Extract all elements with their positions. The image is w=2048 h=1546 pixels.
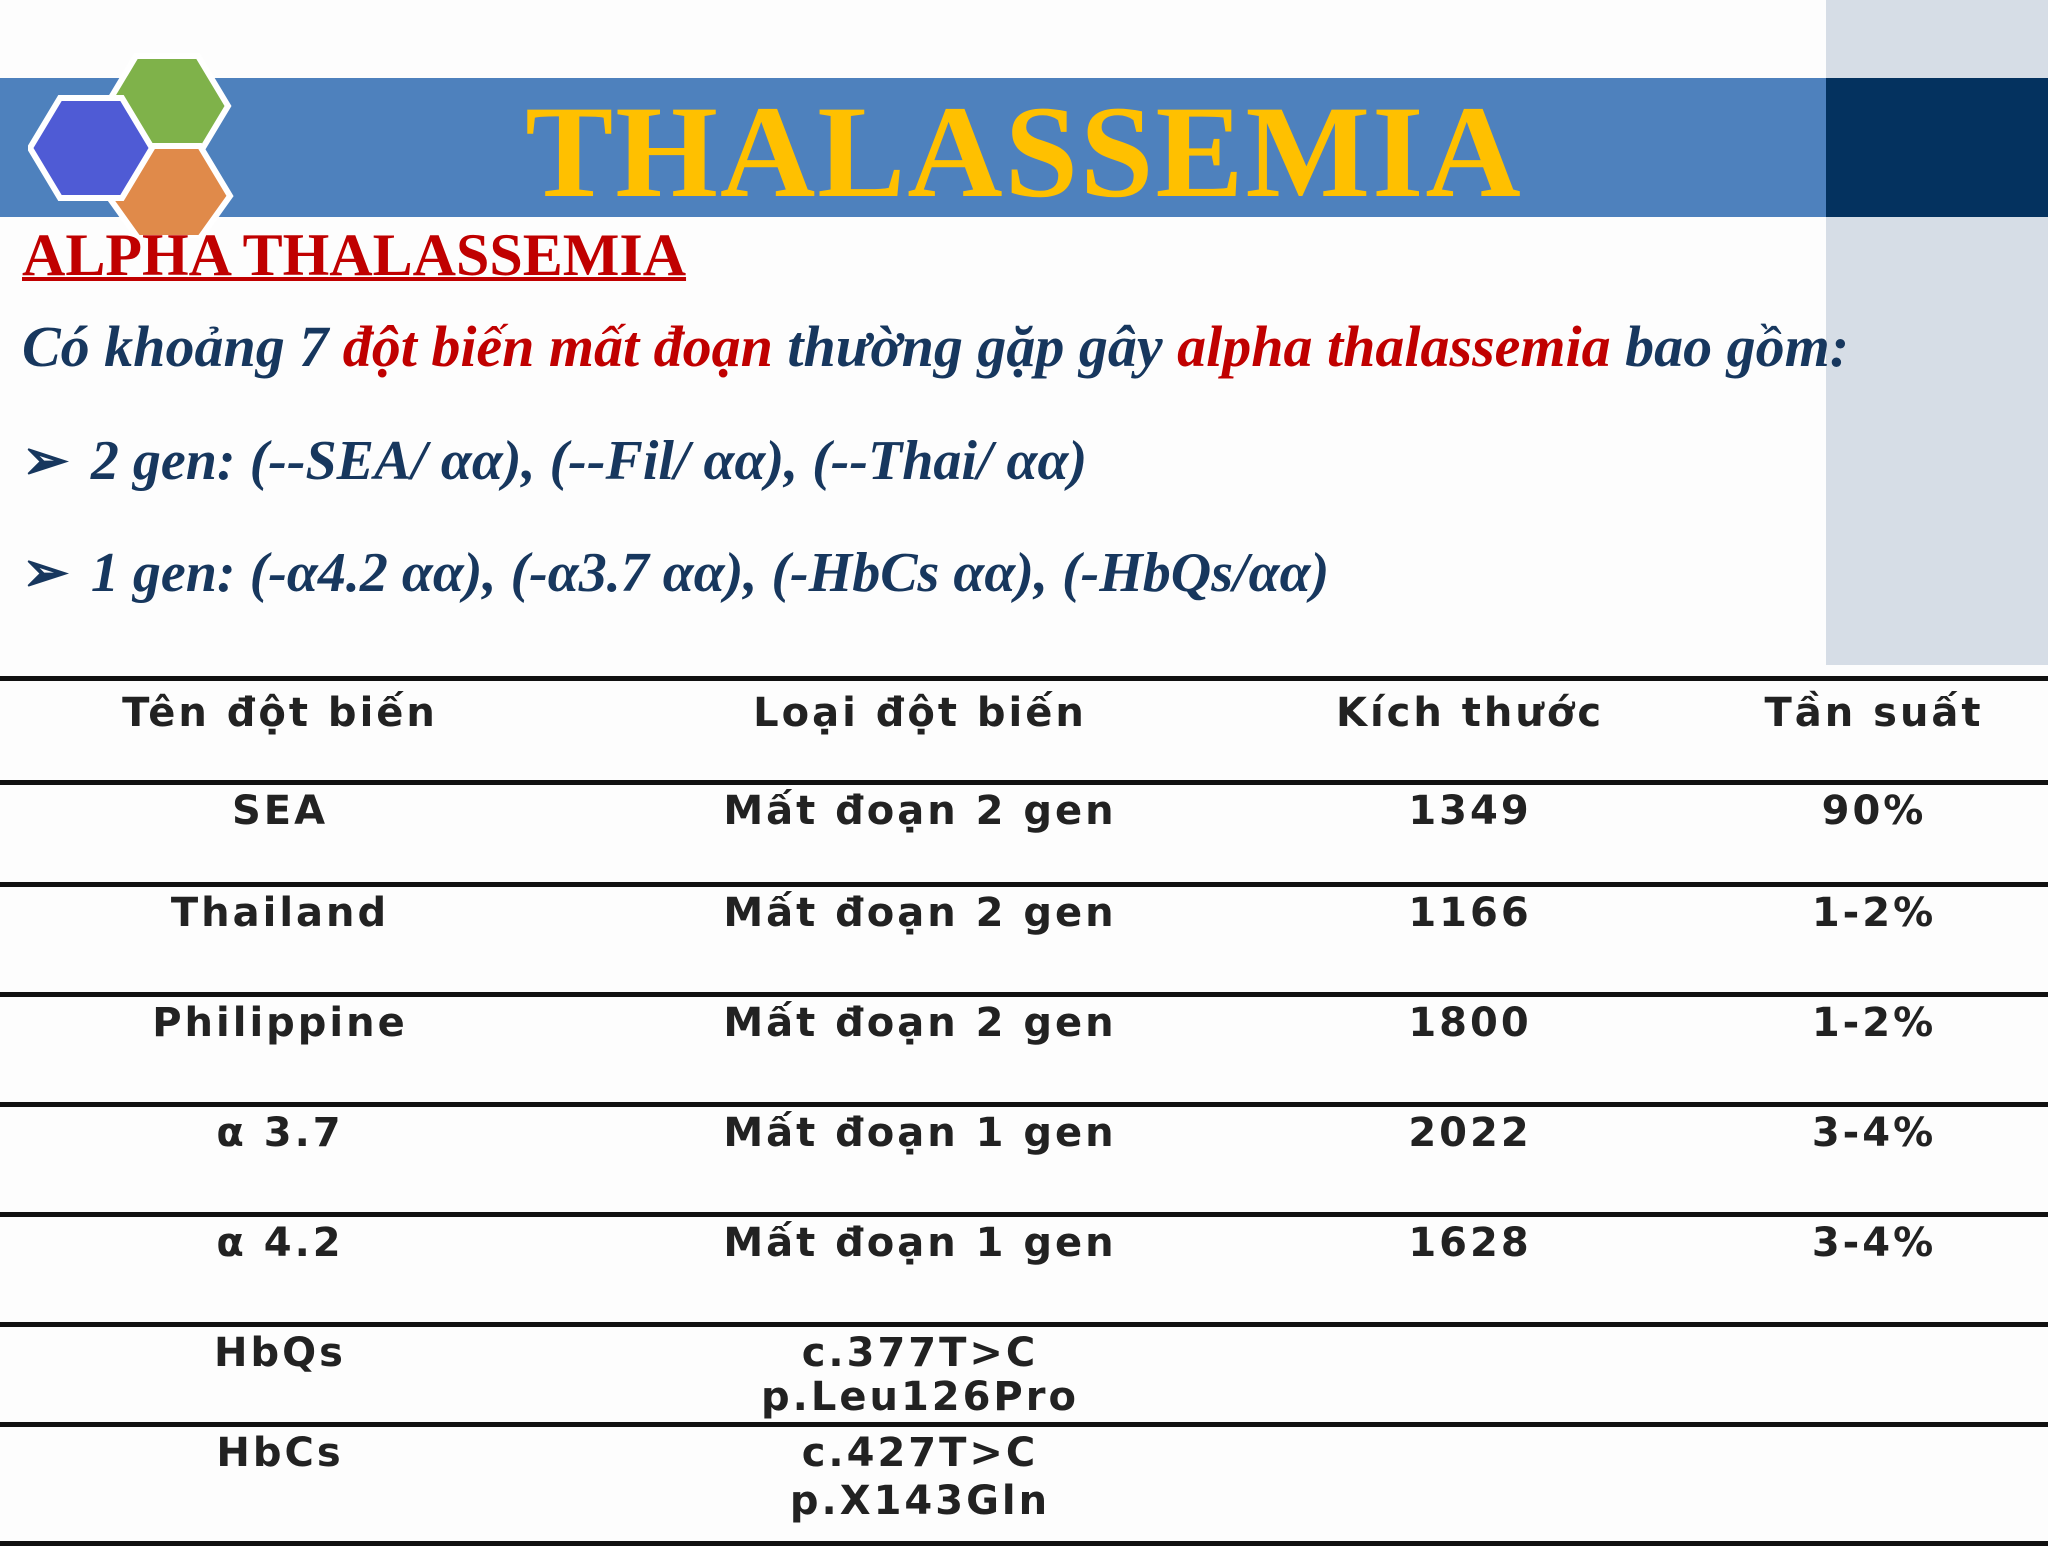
table-cell: 1-2% [1811,1000,1937,1046]
table-cell: 1166 [1408,890,1532,936]
table-cell-note: p.X143Gln [789,1478,1051,1524]
table-cell: 1800 [1408,1000,1532,1046]
table-cell: Philippine [152,1000,408,1046]
table-row [0,1322,2048,1423]
table-cell: 1628 [1408,1220,1532,1266]
table-cell: 90% [1821,788,1927,834]
table-cell: Mất đoạn 2 gen [723,1000,1117,1046]
table-cell: Thailand [170,890,390,936]
table-cell: α 3.7 [216,1110,344,1156]
table-row [0,992,2048,1103]
table-cell: Mất đoạn 1 gen [723,1110,1117,1156]
table-cell: c.427T>C [801,1430,1039,1476]
table-cell: HbQs [214,1330,346,1376]
table-row [0,882,2048,993]
column-header: Kích thước [1335,690,1605,736]
table-cell: α 4.2 [216,1220,344,1266]
bullet-text: 1 gen: (-α4.2 αα), (-α3.7 αα), (-HbCs αα), (-HbQs/αα) [90,542,1330,604]
bullet-text: 2 gen: (--SEA/ αα), (--Fil/ αα), (--Thai/ αα) [90,430,1088,492]
table-cell: HbCs [216,1430,344,1476]
intro-highlight-1: đột biến mất đoạn [342,314,773,379]
column-header: Tên đột biến [122,690,438,736]
table-cell: c.377T>C [801,1330,1039,1376]
bullet-two-gene [22,428,1087,494]
table-cell: 3-4% [1811,1110,1937,1156]
intro-part-5: bao gồm: [1610,314,1850,379]
intro-part-3: thường gặp gây [772,314,1178,379]
table-header-row [0,676,2048,781]
column-header: Tần suất [1764,690,1984,736]
table-cell: SEA [231,788,329,834]
table-cell: 2022 [1408,1110,1532,1156]
bullet-one-gene [22,540,1329,606]
intro-highlight-2: alpha thalassemia [1177,314,1611,379]
table-row [0,1102,2048,1213]
intro-text [22,314,1849,380]
table-row [0,1212,2048,1323]
intro-part-1: Có khoảng 7 [22,314,343,379]
table-cell: 1-2% [1811,890,1937,936]
table-row [0,780,2048,883]
table-cell: 3-4% [1811,1220,1937,1266]
page-title: THALASSEMIA [525,78,1523,225]
table-cell: 1349 [1408,788,1532,834]
section-title: ALPHA THALASSEMIA [22,222,687,288]
table-cell: Mất đoạn 2 gen [723,890,1117,936]
column-header: Loại đột biến [753,690,1087,736]
table-cell: Mất đoạn 2 gen [723,788,1117,834]
arrow-bullet-icon: ➢ [22,430,69,492]
arrow-bullet-icon: ➢ [22,542,69,604]
table-cell: Mất đoạn 1 gen [723,1220,1117,1266]
table-cell-note: p.Leu126Pro [761,1374,1079,1420]
table-row [0,1422,2048,1546]
